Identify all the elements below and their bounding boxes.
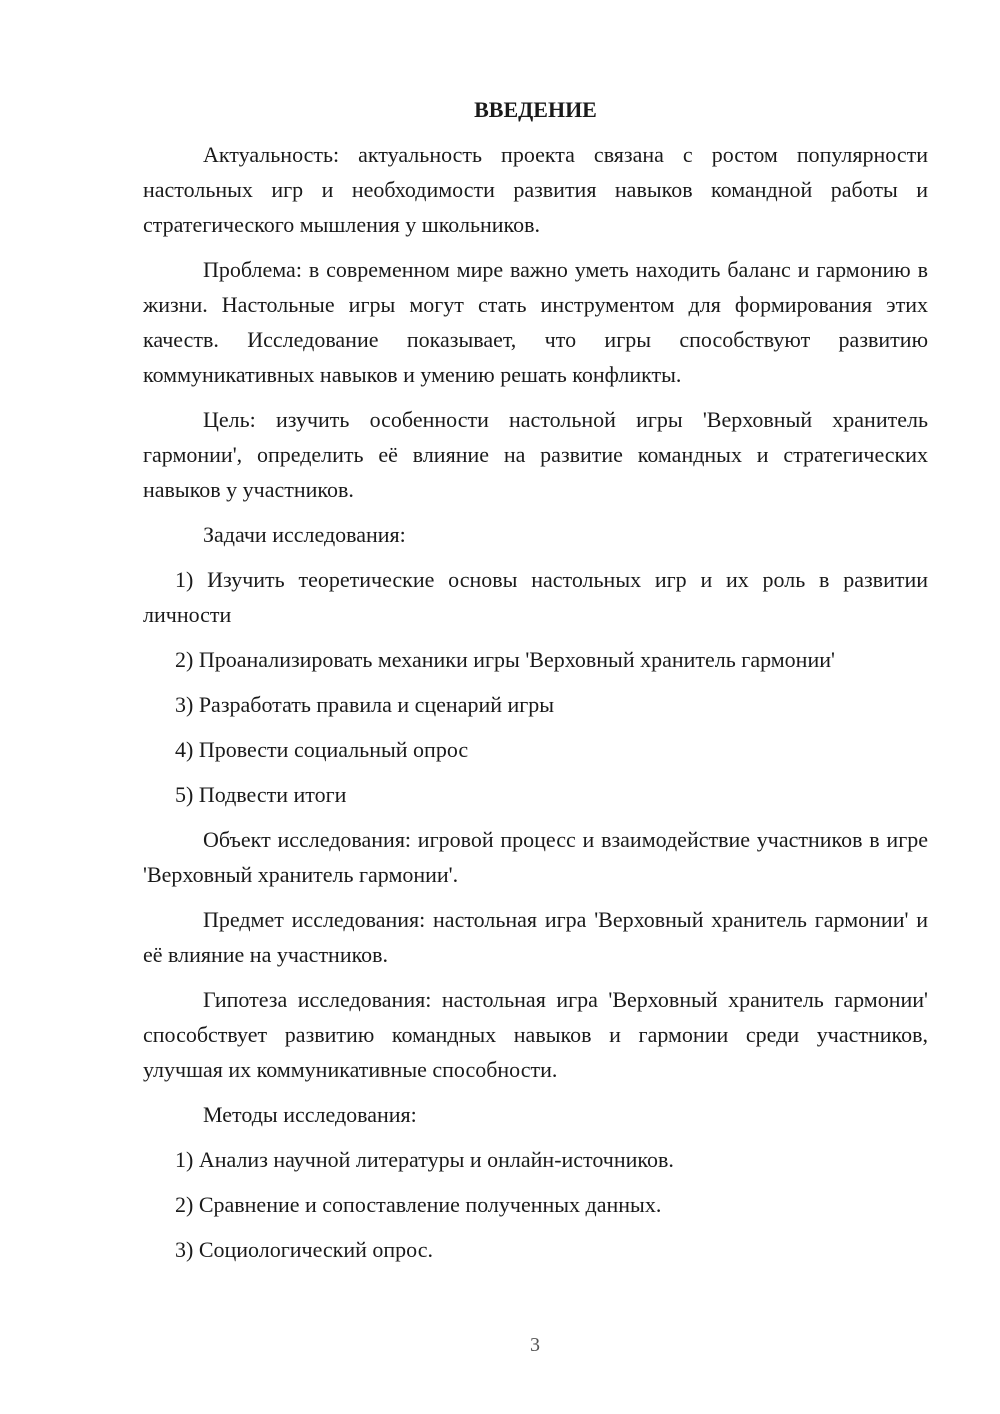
task-item-3: 3) Разработать правила и сценарий игры <box>175 692 555 717</box>
paragraph-subject: Предмет исследования: настольная игра 'Верховный хранитель гармонии' и её влияние на участников. <box>143 907 928 967</box>
page-number: 3 <box>530 1334 540 1356</box>
paragraph-problem: Проблема: в современном мире важно уметь находить баланс и гармонию в жизни. Настольные игры могут стать инструментом для формирования этих качеств. Исследование показывает, что игры способствуют развитию коммуникативных навыков и умению решать конфликты. <box>143 257 928 387</box>
task-item-1: 1) Изучить теоретические основы настольных игр и их роль в развитии личности <box>143 567 928 627</box>
task-item-2: 2) Проанализировать механики игры 'Верховный хранитель гармонии' <box>175 647 835 672</box>
paragraph-relevance: Актуальность: актуальность проекта связана с ростом популярности настольных игр и необходимости развития навыков командной работы и стратегического мышления у школьников. <box>143 142 928 237</box>
task-item-4: 4) Провести социальный опрос <box>175 737 469 762</box>
section-heading: ВВЕДЕНИЕ <box>474 97 597 122</box>
methods-heading: Методы исследования: <box>203 1102 417 1127</box>
task-item-5: 5) Подвести итоги <box>175 782 347 807</box>
document-page <box>143 92 928 1277</box>
paragraph-object: Объект исследования: игровой процесс и взаимодействие участников в игре 'Верховный хранитель гармонии'. <box>143 827 928 887</box>
method-item-3: 3) Социологический опрос. <box>175 1237 433 1262</box>
method-item-2: 2) Сравнение и сопоставление полученных данных. <box>175 1192 662 1217</box>
method-item-1: 1) Анализ научной литературы и онлайн-источников. <box>175 1147 674 1172</box>
tasks-heading: Задачи исследования: <box>203 522 406 547</box>
paragraph-hypothesis: Гипотеза исследования: настольная игра 'Верховный хранитель гармонии' способствует развитию командных навыков и гармонии среди участников, улучшая их коммуникативные способности. <box>143 987 928 1082</box>
paragraph-goal: Цель: изучить особенности настольной игры 'Верховный хранитель гармонии', определить её влияние на развитие командных и стратегических навыков у участников. <box>143 407 928 502</box>
